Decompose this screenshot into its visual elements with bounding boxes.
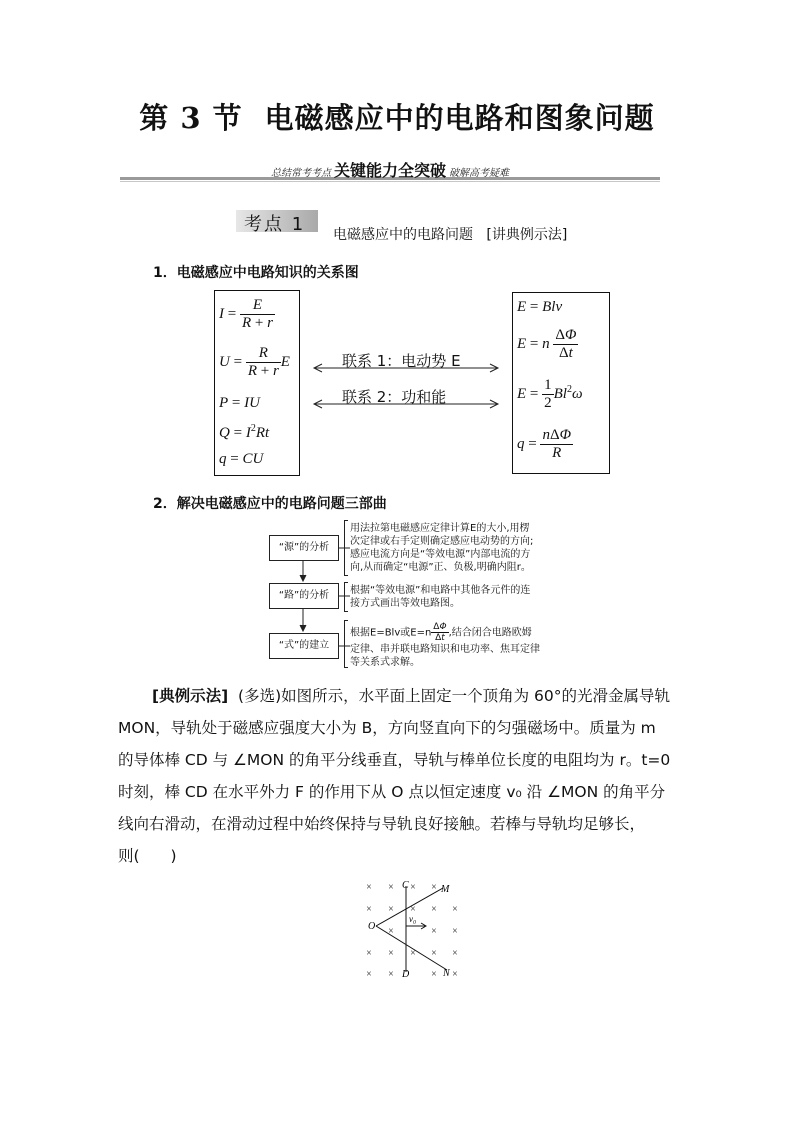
magnetic-field-crosses xyxy=(366,882,458,980)
topic-tag: 考点 1 xyxy=(236,210,318,232)
svg-text:×: × xyxy=(366,882,372,893)
section2-heading: 2．解决电磁感应中的电路问题三部曲 xyxy=(153,496,387,512)
formula-induced-charge: q = $\frac{\text{nΔΦ}}{R}$ xyxy=(517,427,572,461)
page-title xyxy=(0,96,794,137)
emf-formula-box xyxy=(512,292,610,474)
svg-text:×: × xyxy=(431,882,437,893)
section-title: 电磁感应中的电路和图象问题 xyxy=(264,101,655,135)
link-emf: 联系 1：电动势 E xyxy=(342,352,461,370)
formula-current: I = $\frac{E}{R + r}$ xyxy=(219,297,273,331)
svg-text:×: × xyxy=(366,969,372,980)
svg-text:×: × xyxy=(452,969,458,980)
flow-circuit-box: “路”的分析 xyxy=(269,583,339,609)
link-energy: 联系 2：功和能 xyxy=(342,388,447,406)
formula-power: P = IU xyxy=(219,395,260,411)
banner-left-text: 总结常考考点 xyxy=(270,168,331,179)
svg-text:×: × xyxy=(452,926,458,937)
svg-text:×: × xyxy=(431,904,437,915)
svg-text:×: × xyxy=(366,948,372,959)
example-tag: [典例示法] xyxy=(152,687,229,705)
topic-title: 电磁感应中的电路问题 [讲典例示法] xyxy=(333,227,568,243)
formula-motional-emf: E = Blv xyxy=(517,299,563,315)
svg-text:×: × xyxy=(388,926,394,937)
svg-text:×: × xyxy=(388,948,394,959)
banner-center-text: 关键能力全突破 xyxy=(333,161,446,180)
section-banner xyxy=(120,158,660,184)
svg-text:×: × xyxy=(431,926,437,937)
svg-text:×: × xyxy=(388,969,394,980)
section-number: 第 3 节 xyxy=(139,101,243,135)
formula-rotating-emf: E = $\frac{1}{2}$ Bl$^2$ω xyxy=(517,377,583,411)
flow-source-text: 用法拉第电磁感应定律计算E的大小,用楞 次定律或右手定则确定感应电动势的方向; 感应电流方向是“等效电源”内部电流的方 向,从而确定“电源”正、负极,明确内阻r。 xyxy=(350,523,534,573)
label-c: C xyxy=(402,880,409,891)
flow-equation-text: 根据E=Blv或E=n $\frac{\Delta\Phi}{\Delta t}$ ,结合闭合电路欧姆 定律、串并联电路知识和电功率、焦耳定律 等关系式求解。 xyxy=(350,622,540,668)
flow-source-box: “源”的分析 xyxy=(269,535,339,561)
label-v0: v₀ xyxy=(409,914,417,924)
flow-equation-box: “式”的建立 xyxy=(269,633,339,659)
svg-text:×: × xyxy=(431,948,437,959)
formula-faraday: E = n $\frac{\Delta\Phi}{\Delta t}$ xyxy=(517,327,577,361)
figure-cross-a: × xyxy=(410,882,416,893)
svg-text:×: × xyxy=(388,904,394,915)
formula-charge: q = CU xyxy=(219,451,264,467)
svg-text:×: × xyxy=(366,904,372,915)
formula-heat: $Q = I^2Rt$ xyxy=(219,423,270,441)
section1-heading: 1．电磁感应中电路知识的关系图 xyxy=(153,265,359,281)
circuit-formula-box xyxy=(214,290,300,476)
svg-text:×: × xyxy=(410,904,416,915)
banner-right-text: 破解高考疑难 xyxy=(449,168,509,179)
label-m: M xyxy=(441,884,450,895)
formula-voltage: U = $\frac{R}{R + r}$ E xyxy=(219,345,290,379)
svg-text:×: × xyxy=(452,904,458,915)
svg-text:×: × xyxy=(388,882,394,893)
svg-text:×: × xyxy=(410,948,416,959)
label-n: N xyxy=(443,968,450,979)
label-d: D xyxy=(402,969,410,980)
flow-circuit-text: 根据“等效电源”和电路中其他各元件的连 接方式画出等效电路图。 xyxy=(350,585,531,609)
label-o: O xyxy=(368,921,376,932)
example-paragraph: [典例示法] (多选)如图所示，水平面上固定一个顶角为 60°的光滑金属导轨 MON，导轨处于磁感应强度大小为 B，方向竖直向下的匀强磁场中。质量为 m 的导体棒 CD 与 ∠MON 的角平分线垂直，导轨与棒单位长度的电阻均为 r。t=0 时刻，棒 CD 在水平外力 F 的作用下从 O 点以恒定速度 v₀ 沿 ∠MON 的角平分 线向右滑动，在滑动过程中始终保持与导轨良好接触。若棒与导轨均足够长， 则( ) xyxy=(118,687,671,865)
rail-figure xyxy=(355,876,465,980)
svg-text:×: × xyxy=(452,948,458,959)
svg-text:×: × xyxy=(431,969,437,980)
